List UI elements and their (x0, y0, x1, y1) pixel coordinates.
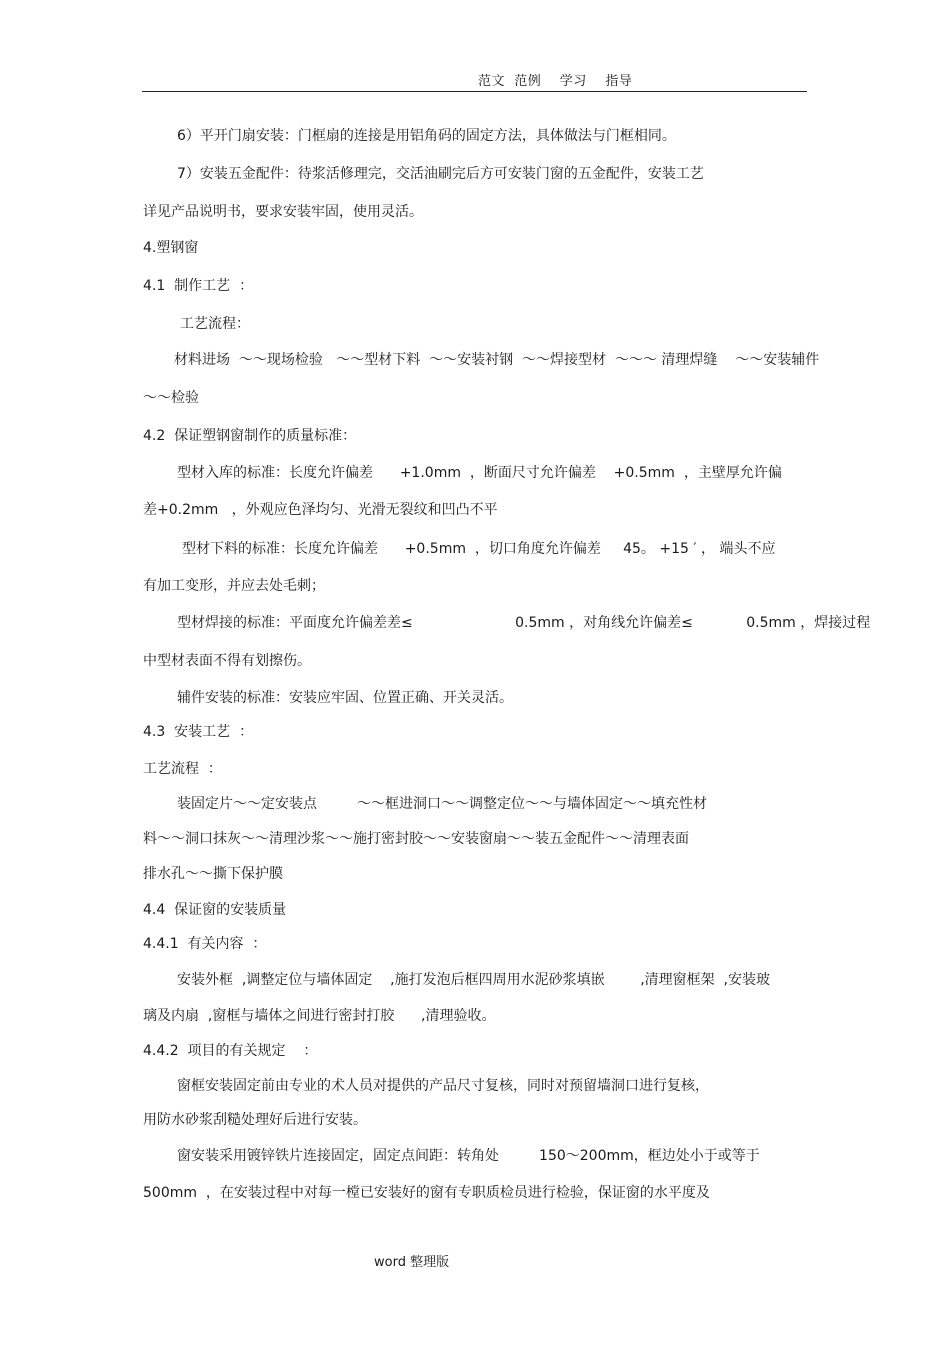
text-line: 型材下料的标准：长度允许偏差 +0.5mm ，切口角度允许偏差 45。 +15 ′ ， 端头不应 (182, 541, 776, 557)
section-heading: 4.4.2 项目的有关规定 ： (143, 1043, 318, 1059)
text-line: 装固定片～～定安装点 ～～框进洞口～～调整定位～～与墙体固定～～填充性材 (177, 796, 708, 812)
text-line: 料～～洞口抹灰～～清理沙浆～～施打密封胶～～安装窗扇～～装五金配件～～清理表面 (143, 831, 689, 847)
text-line: 工艺流程 ： (143, 761, 222, 777)
section-heading: 4.4 保证窗的安装质量 (143, 902, 287, 918)
text-line: 排水孔～～撕下保护膜 (143, 866, 283, 882)
page-footer: word 整理版 (374, 1255, 450, 1270)
section-heading: 4.4.1 有关内容 ： (143, 936, 267, 952)
text-line: 工艺流程： (180, 316, 250, 332)
text-line: 辅件安装的标准：安装应牢固、位置正确、开关灵活。 (177, 690, 513, 706)
text-line: 璃及内扇 ,窗框与墙体之间进行密封打胶 ,清理验收。 (143, 1008, 496, 1024)
text-line: 7）安装五金配件：待浆活修理完，交活油刷完后方可安装门窗的五金配件，安装工艺 (177, 166, 704, 182)
text-line: 安装外框 ,调整定位与墙体固定 ,施打发泡后框四周用水泥砂浆填嵌 ,清理窗框架 ,安装玻 (177, 972, 771, 988)
text-line: 详见产品说明书，要求安装牢固，使用灵活。 (143, 204, 423, 220)
text-line: 中型材表面不得有划擦伤。 (143, 653, 311, 669)
text-line: ～～检验 (143, 390, 199, 406)
section-heading: 4.3 安装工艺 ： (143, 724, 254, 740)
text-line: 窗框安装固定前由专业的术人员对提供的产品尺寸复核，同时对预留墙洞口进行复核， (177, 1078, 709, 1094)
section-heading: 4.塑钢窗 (143, 240, 199, 256)
section-heading: 4.2 保证塑钢窗制作的质量标准： (143, 428, 357, 444)
text-line: 型材入库的标准：长度允许偏差 +1.0mm ，断面尺寸允许偏差 +0.5mm ，主壁厚允许偏 (177, 465, 782, 481)
header-divider (142, 91, 807, 92)
page-header: 范文 范例 学习 指导 (478, 74, 633, 89)
text-line: 用防水砂浆刮糙处理好后进行安装。 (143, 1112, 367, 1128)
text-line: 500mm ，在安装过程中对每一樘已安装好的窗有专职质检员进行检验，保证窗的水平度及 (143, 1185, 710, 1201)
text-line: 型材焊接的标准：平面度允许偏差差≤ 0.5mm ，对角线允许偏差≤ 0.5mm ，焊接过程 (177, 615, 871, 631)
text-line: 有加工变形，并应去处毛刺； (143, 578, 325, 594)
text-line: 差+0.2mm ，外观应色泽均匀、光滑无裂纹和凹凸不平 (143, 502, 498, 518)
text-line: 6）平开门扇安装：门框扇的连接是用铝角码的固定方法，具体做法与门框相同。 (177, 128, 676, 144)
text-line: 材料进场 ～～现场检验 ～～型材下料 ～～安装衬钢 ～～焊接型材 ～～～ 清理焊缝 ～～安装辅件 (174, 352, 820, 368)
section-heading: 4.1 制作工艺 ： (143, 278, 254, 294)
text-line: 窗安装采用镀锌铁片连接固定，固定点间距：转角处 150～200mm，框边处小于或等于 (177, 1148, 760, 1164)
